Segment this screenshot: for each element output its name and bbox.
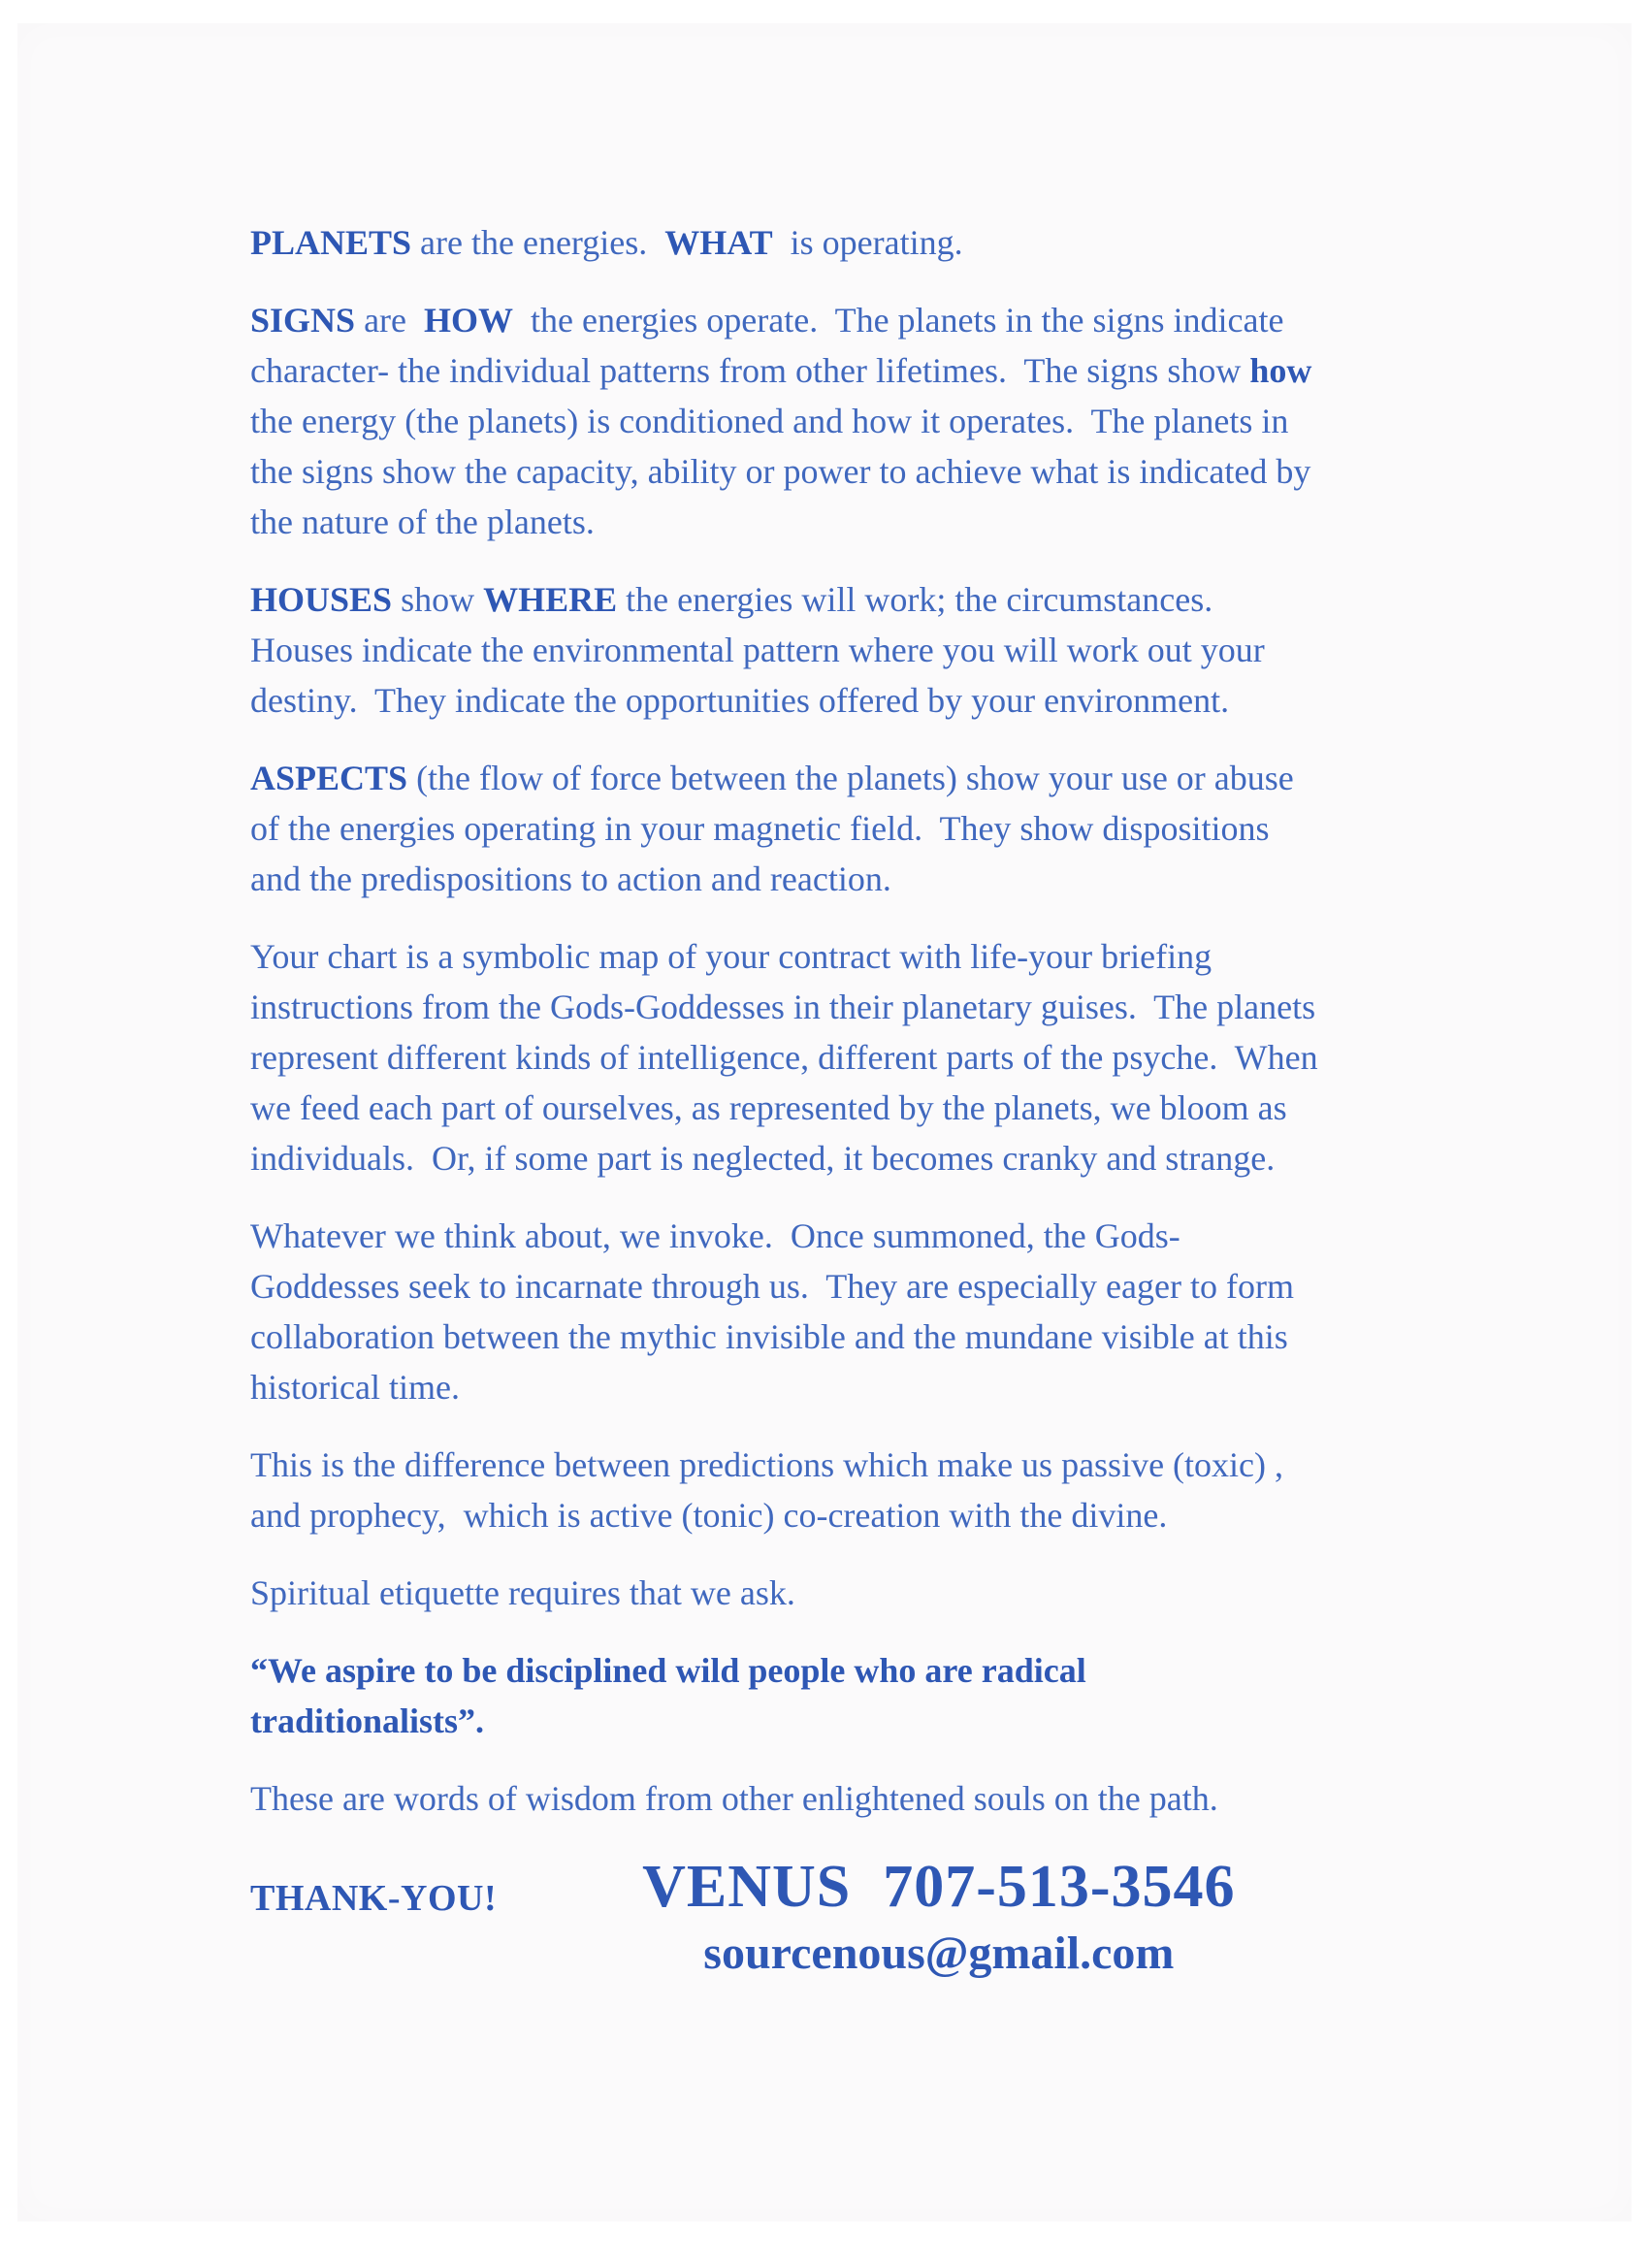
text-segment: This is the difference between predictions which make us passive (toxic) , <box>250 1445 1284 1484</box>
text-segment: historical time. <box>250 1368 460 1407</box>
text-line <box>250 675 1463 726</box>
text-line <box>250 1032 1463 1083</box>
text-segment: represent different kinds of intelligence, different parts of the psyche. When <box>250 1038 1318 1077</box>
text-segment: show <box>392 580 484 619</box>
text-line <box>250 446 1463 497</box>
text-line <box>250 345 1463 396</box>
text-line <box>250 1312 1463 1362</box>
text-line <box>250 1568 1463 1618</box>
text-segment: Whatever we think about, we invoke. Once summoned, the Gods- <box>250 1216 1180 1255</box>
text-line <box>250 753 1463 803</box>
text-segment: character- the individual patterns from other lifetimes. The signs show <box>250 351 1250 390</box>
text-line <box>250 497 1463 547</box>
text-line <box>250 1773 1463 1824</box>
paragraph-planets <box>250 217 1463 268</box>
text-line <box>250 1133 1463 1183</box>
text-line <box>250 1490 1463 1540</box>
bold-text-segment: WHERE <box>483 580 618 619</box>
bold-text-segment: SIGNS <box>250 301 356 340</box>
text-segment: collaboration between the mythic invisible and the mundane visible at this <box>250 1317 1288 1356</box>
paragraph-aspire-quote <box>250 1645 1463 1746</box>
bold-text-segment: “We aspire to be disciplined wild people who are radical <box>250 1651 1086 1690</box>
text-line <box>250 1645 1463 1696</box>
thank-you-text: THANK-YOU! <box>250 1878 498 1919</box>
signature-block <box>250 1854 1463 1979</box>
text-segment: the nature of the planets. <box>250 502 595 541</box>
text-line <box>250 1440 1463 1490</box>
text-line <box>250 625 1463 675</box>
text-segment: These are words of wisdom from other enlightened souls on the path. <box>250 1779 1218 1818</box>
paragraph-invoke <box>250 1211 1463 1412</box>
text-line <box>250 295 1463 345</box>
text-segment: (the flow of force between the planets) show your use or abuse <box>407 759 1294 797</box>
contact-email: sourcenous@gmail.com <box>703 1928 1175 1979</box>
text-line <box>250 931 1463 982</box>
text-line <box>250 1696 1463 1746</box>
paragraph-signs <box>250 295 1463 547</box>
text-line <box>250 574 1463 625</box>
text-segment: we feed each part of ourselves, as represented by the planets, we bloom as <box>250 1088 1287 1127</box>
text-segment: is operating. <box>772 223 963 262</box>
paragraph-wisdom <box>250 1773 1463 1824</box>
contact-block <box>642 1854 1236 1979</box>
text-segment: Your chart is a symbolic map of your contract with life-your briefing <box>250 937 1212 976</box>
text-segment: the energy (the planets) is conditioned and how it operates. The planets in <box>250 402 1289 440</box>
text-line <box>250 982 1463 1032</box>
text-line <box>250 1362 1463 1412</box>
paragraph-predictions <box>250 1440 1463 1540</box>
paragraph-houses <box>250 574 1463 726</box>
bold-text-segment: ASPECTS <box>250 759 408 797</box>
text-segment: and the predispositions to action and reaction. <box>250 859 891 898</box>
text-segment: Houses indicate the environmental pattern where you will work out your <box>250 631 1265 669</box>
text-segment: the energies will work; the circumstances. <box>617 580 1213 619</box>
bold-text-segment: traditionalists”. <box>250 1701 485 1740</box>
paragraph-aspects <box>250 753 1463 904</box>
text-segment: destiny. They indicate the opportunities offered by your environment. <box>250 681 1230 720</box>
document-body <box>250 217 1463 1977</box>
paragraph-your-chart <box>250 931 1463 1183</box>
bold-text-segment: WHAT <box>664 223 773 262</box>
contact-name-phone: VENUS 707-513-3546 <box>642 1854 1236 1920</box>
bold-text-segment: HOW <box>424 301 514 340</box>
paragraph-etiquette <box>250 1568 1463 1618</box>
text-segment: are the energies. <box>411 223 665 262</box>
text-segment: Goddesses seek to incarnate through us. They are especially eager to form <box>250 1267 1294 1306</box>
text-segment: Spiritual etiquette requires that we ask. <box>250 1573 795 1612</box>
text-segment: the energies operate. The planets in the signs indicate <box>513 301 1284 340</box>
text-segment: individuals. Or, if some part is neglected, it becomes cranky and strange. <box>250 1139 1276 1178</box>
text-line <box>250 803 1463 854</box>
text-line <box>250 854 1463 904</box>
text-line <box>250 1211 1463 1261</box>
text-segment: instructions from the Gods-Goddesses in their planetary guises. The planets <box>250 988 1316 1026</box>
text-segment: the signs show the capacity, ability or power to achieve what is indicated by <box>250 452 1311 491</box>
text-line <box>250 1083 1463 1133</box>
bold-text-segment: how <box>1249 351 1312 390</box>
text-segment: are <box>355 301 425 340</box>
bold-text-segment: HOUSES <box>250 580 393 619</box>
paper-sheet <box>17 23 1632 2221</box>
text-line <box>250 217 1463 268</box>
text-segment: and prophecy, which is active (tonic) co-creation with the divine. <box>250 1496 1168 1535</box>
text-line <box>250 1261 1463 1312</box>
text-line <box>250 396 1463 446</box>
text-segment: of the energies operating in your magnetic field. They show dispositions <box>250 809 1270 848</box>
bold-text-segment: PLANETS <box>250 223 412 262</box>
